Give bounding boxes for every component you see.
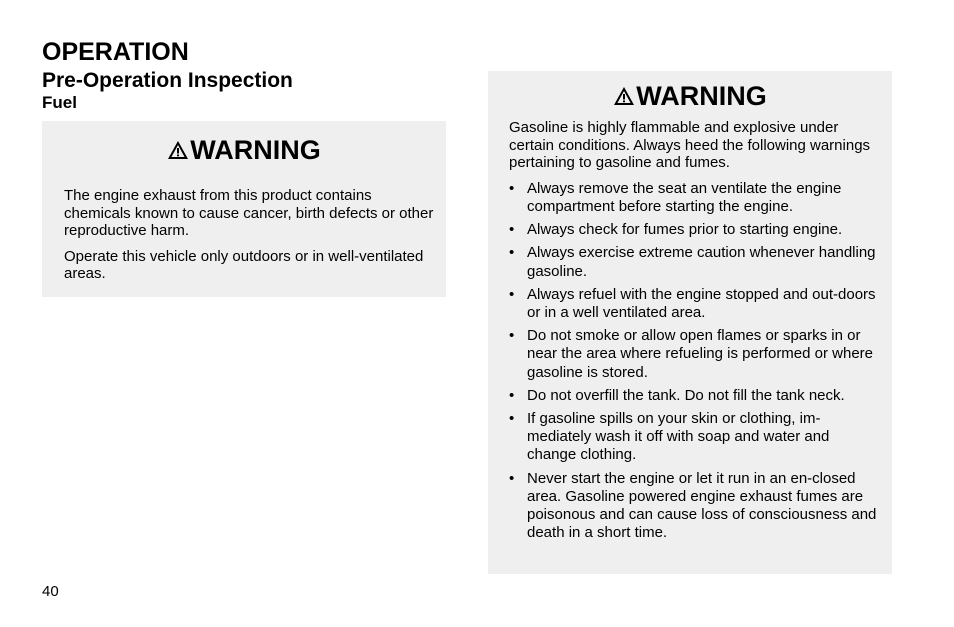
list-item bbox=[509, 470, 882, 543]
list-item bbox=[509, 221, 882, 239]
topic-title: Fuel bbox=[42, 93, 77, 112]
bullet-marker: • bbox=[509, 386, 515, 404]
bullet-marker: • bbox=[509, 179, 515, 197]
gasoline-warning-list bbox=[509, 180, 882, 543]
ventilation-warning-text: Operate this vehicle only outdoors or in well-ventilated areas. bbox=[64, 247, 424, 283]
list-item-text: Always check for fumes prior to starting engine. bbox=[527, 221, 843, 239]
warning-heading-text: WARNING bbox=[636, 81, 767, 111]
warning-heading bbox=[54, 133, 434, 167]
list-item-text: Do not overfill the tank. Do not fill the tank neck. bbox=[527, 386, 845, 404]
list-item bbox=[509, 286, 882, 322]
list-item bbox=[509, 180, 882, 216]
page-number: 40 bbox=[42, 583, 59, 600]
gasoline-intro-text: Gasoline is highly flammable and explosive under certain conditions. Always heed the following warnings pertaining to gasoline and fumes. bbox=[509, 119, 871, 172]
bullet-marker: • bbox=[509, 469, 515, 487]
list-item-text: If gasoline spills on your skin or clothing, im-mediately wash it off with soap and water and change clothing. bbox=[527, 410, 830, 464]
warning-heading bbox=[498, 79, 882, 113]
list-item-text: Never start the engine or let it run in an en-closed area. Gasoline powered engine exhaust fumes are poisonous and can cause loss of consciousness and death in a short time. bbox=[527, 469, 877, 542]
warning-heading-text: WARNING bbox=[190, 135, 321, 165]
gasoline-warning-box bbox=[488, 71, 892, 574]
bullet-marker: • bbox=[509, 221, 515, 239]
list-item-text: Always remove the seat an ventilate the engine compartment before starting the engine. bbox=[527, 179, 842, 215]
warning-triangle-icon bbox=[167, 140, 189, 160]
list-item bbox=[509, 387, 882, 405]
bullet-marker: • bbox=[509, 285, 515, 303]
section-title: OPERATION bbox=[42, 38, 189, 66]
list-item bbox=[509, 327, 882, 382]
subsection-title: Pre-Operation Inspection bbox=[42, 69, 293, 92]
list-item-text: Always exercise extreme caution whenever handling gasoline. bbox=[527, 244, 876, 280]
list-item-text: Always refuel with the engine stopped and out-doors or in a well ventilated area. bbox=[527, 285, 876, 321]
bullet-marker: • bbox=[509, 244, 515, 262]
warning-triangle-icon bbox=[613, 86, 635, 106]
list-item bbox=[509, 244, 882, 280]
list-item-text: Do not smoke or allow open flames or sparks in or near the area where refueling is performed or where gasoline is stored. bbox=[527, 327, 874, 381]
list-item bbox=[509, 410, 882, 465]
exhaust-warning-text: The engine exhaust from this product contains chemicals known to cause cancer, birth defects or other reproductive harm. bbox=[64, 187, 434, 240]
bullet-marker: • bbox=[509, 410, 515, 428]
exhaust-warning-box bbox=[42, 121, 446, 297]
bullet-marker: • bbox=[509, 327, 515, 345]
